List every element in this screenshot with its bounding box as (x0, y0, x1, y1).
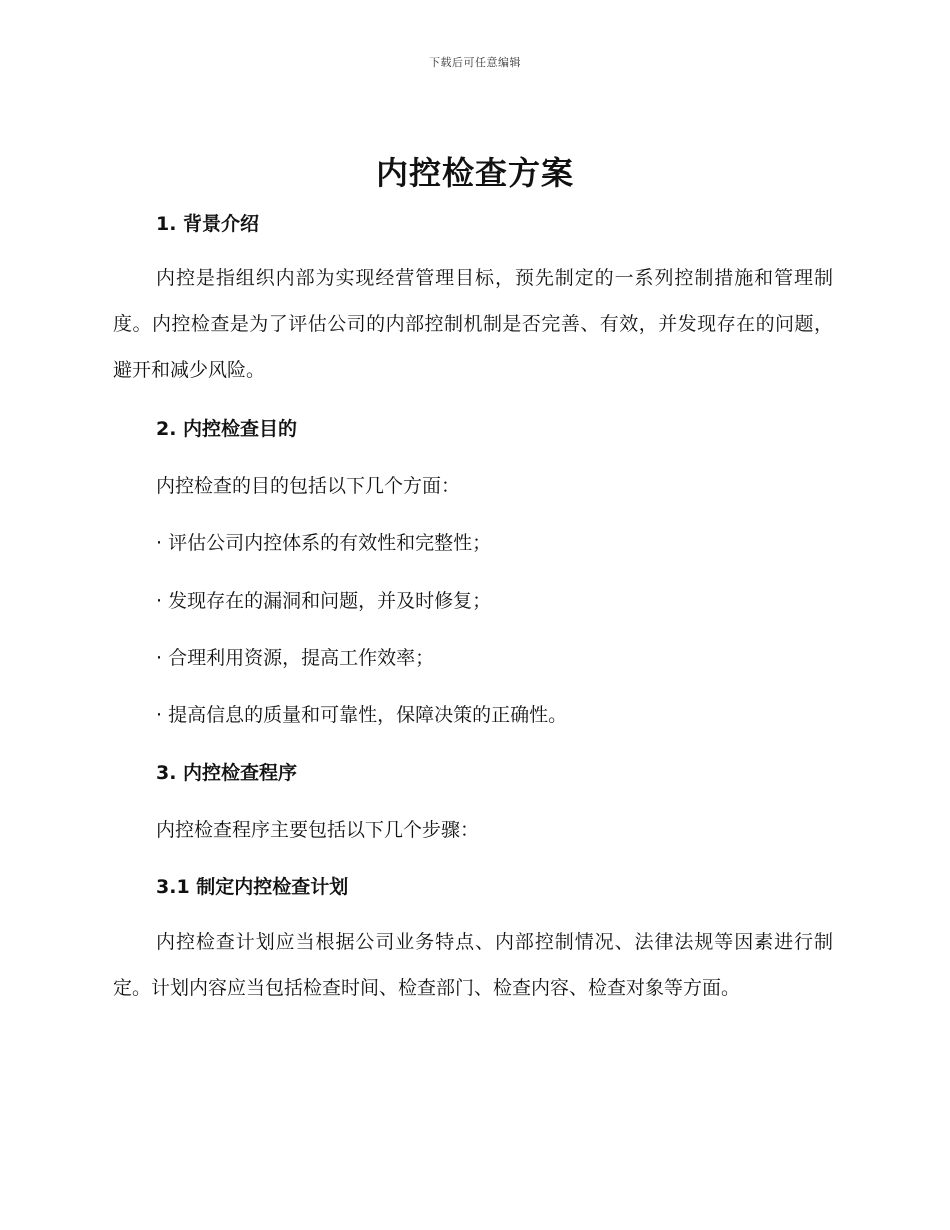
list-item-purpose-2: · 发现存在的漏洞和问题，并及时修复； (156, 590, 492, 612)
page-header-note: 下载后可任意编辑 (429, 56, 521, 69)
list-item-purpose-3: · 合理利用资源，提高工作效率； (156, 647, 435, 669)
paragraph-background: 内控是指组织内部为实现经营管理目标，预先制定的一系列控制措施和管理制度。内控检查是为了评估公司的内部控制机制是否完善、有效，并发现存在的问题，避开和减少风险。 (113, 267, 833, 381)
list-item-purpose-1: · 评估公司内控体系的有效性和完整性； (156, 532, 492, 554)
paragraph-purpose-intro: 内控检查的目的包括以下几个方面： (156, 475, 461, 497)
list-item-purpose-4: · 提高信息的质量和可靠性，保障决策的正确性。 (156, 704, 568, 726)
paragraph-plan: 内控检查计划应当根据公司业务特点、内部控制情况、法律法规等因素进行制定。计划内容应当包括检查时间、检查部门、检查内容、检查对象等方面。 (113, 931, 833, 999)
section-heading-purpose: 2. 内控检查目的 (156, 418, 298, 440)
section-heading-plan: 3.1 制定内控检查计划 (156, 876, 349, 898)
document-title: 内控检查方案 (375, 154, 574, 192)
paragraph-procedure-intro: 内控检查程序主要包括以下几个步骤： (156, 819, 480, 841)
section-heading-background: 1. 背景介绍 (156, 213, 260, 235)
section-heading-procedure: 3. 内控检查程序 (156, 762, 298, 784)
